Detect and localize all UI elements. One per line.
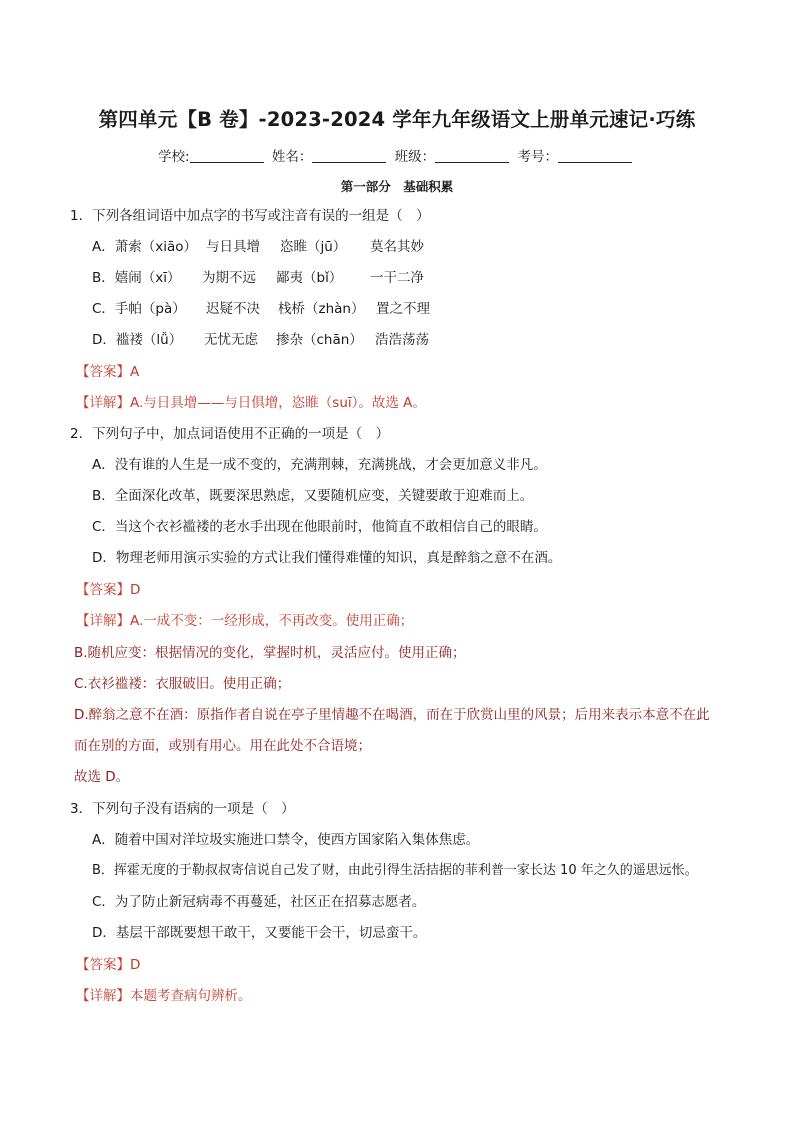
option-d-word4: 浩浩荡荡 [375,332,429,348]
question-3-answer: 【答案】D [76,957,141,973]
name-blank[interactable] [312,148,386,163]
question-2-option-a: A．没有谁的人生是一成不变的，充满荆棘，充满挑战，才会更加意义非凡。 [92,457,547,473]
option-b-word4: 一干二净 [370,270,424,286]
question-3-option-a: A．随着中国对洋垃圾实施进口禁令，使西方国家陷入集体焦虑。 [92,832,480,848]
option-b-word2: 为期不远 [202,270,256,286]
question-2-conclusion: 故选 D。 [74,769,130,785]
student-info-line [0,145,794,165]
option-b-word1: B．嬉闹（xī） [92,270,181,286]
question-3-stem: 3．下列句子没有语病的一项是（ ） [70,801,295,817]
school-label: 学校: [158,149,190,165]
question-3-detail: 【详解】本题考查病句辨析。 [76,988,252,1004]
question-1-option-a [92,238,424,256]
question-2-stem: 2．下列句子中，加点词语使用不正确的一项是（ ） [70,426,390,442]
option-c-word2: 迟疑不决 [206,301,260,317]
option-a-word2: 与日具增 [206,239,260,255]
question-1-option-d [92,331,429,349]
question-2-detail-b: B.随机应变：根据情况的变化，掌握时机，灵活应付。使用正确； [74,645,466,661]
question-2-answer: 【答案】D [76,582,141,598]
document-title: 第四单元【B 卷】-2023-2024 学年九年级语文上册单元速记·巧练 [98,108,696,131]
exam-no-label: 考号： [517,149,558,165]
question-3-option-b: B．挥霍无度的于勒叔叔寄信说自己发了财，由此引得生活拮据的菲利普一家长达 10 年之久的遥思远怅。 [92,863,698,878]
class-blank[interactable] [435,148,509,163]
option-a-word1: A．萧索（xiāo） [92,239,198,255]
class-label: 班级： [394,149,436,165]
question-1-stem: 1．下列各组词语中加点字的书写或注音有误的一组是（ ） [70,208,430,224]
question-3-option-c: C．为了防止新冠病毒不再蔓延，社区正在招募志愿者。 [92,894,426,910]
option-c-word4: 置之不理 [376,301,430,317]
question-1-answer: 【答案】A [76,364,140,380]
option-c-word1: C．手帕（pà） [92,301,186,317]
question-1-detail: 【详解】A.与日具增——与日俱增，恣睢（suī）。故选 A。 [76,395,426,411]
question-2-detail-a: 【详解】A.一成不变：一经形成，不再改变。使用正确； [76,613,414,629]
option-d-word2: 无忧无虑 [204,332,258,348]
question-2-detail-d-cont: 而在别的方面，或别有用心。用在此处不合语境； [74,738,371,754]
exam-no-blank[interactable] [558,148,632,163]
option-a-word4: 莫名其妙 [370,239,424,255]
option-c-word3: 栈桥（zhàn） [278,301,365,317]
section-heading: 第一部分 基础积累 [340,179,454,194]
question-3-option-d: D．基层干部既要想干敢干，又要能干会干，切忌蛮干。 [92,925,427,941]
question-2-option-b: B．全面深化改革，既要深思熟虑，又要随机应变，关键要敢于迎难而上。 [92,488,534,504]
option-b-word3: 鄙夷（bǐ） [276,270,343,286]
option-d-word1: D．褴褛（lǚ） [92,332,183,348]
name-label: 姓名： [271,149,313,165]
option-d-word3: 掺杂（chān） [276,332,363,348]
question-2-detail-d: D.醉翁之意不在酒：原指作者自说在亭子里情趣不在喝酒，而在于欣赏山里的风景；后用来表示本意不在此 [74,707,710,723]
question-2-detail-c: C.衣衫褴褛：衣服破旧。使用正确； [74,676,291,692]
question-2-option-c: C．当这个衣衫褴褛的老水手出现在他眼前时，他简直不敢相信自己的眼睛。 [92,519,547,535]
question-1-option-c [92,300,430,318]
question-1-option-b [92,269,424,287]
option-a-word3: 恣睢（jū） [280,239,347,255]
question-2-option-d: D．物理老师用演示实验的方式让我们懂得难懂的知识，真是醉翁之意不在酒。 [92,550,562,566]
school-blank[interactable] [190,148,264,163]
